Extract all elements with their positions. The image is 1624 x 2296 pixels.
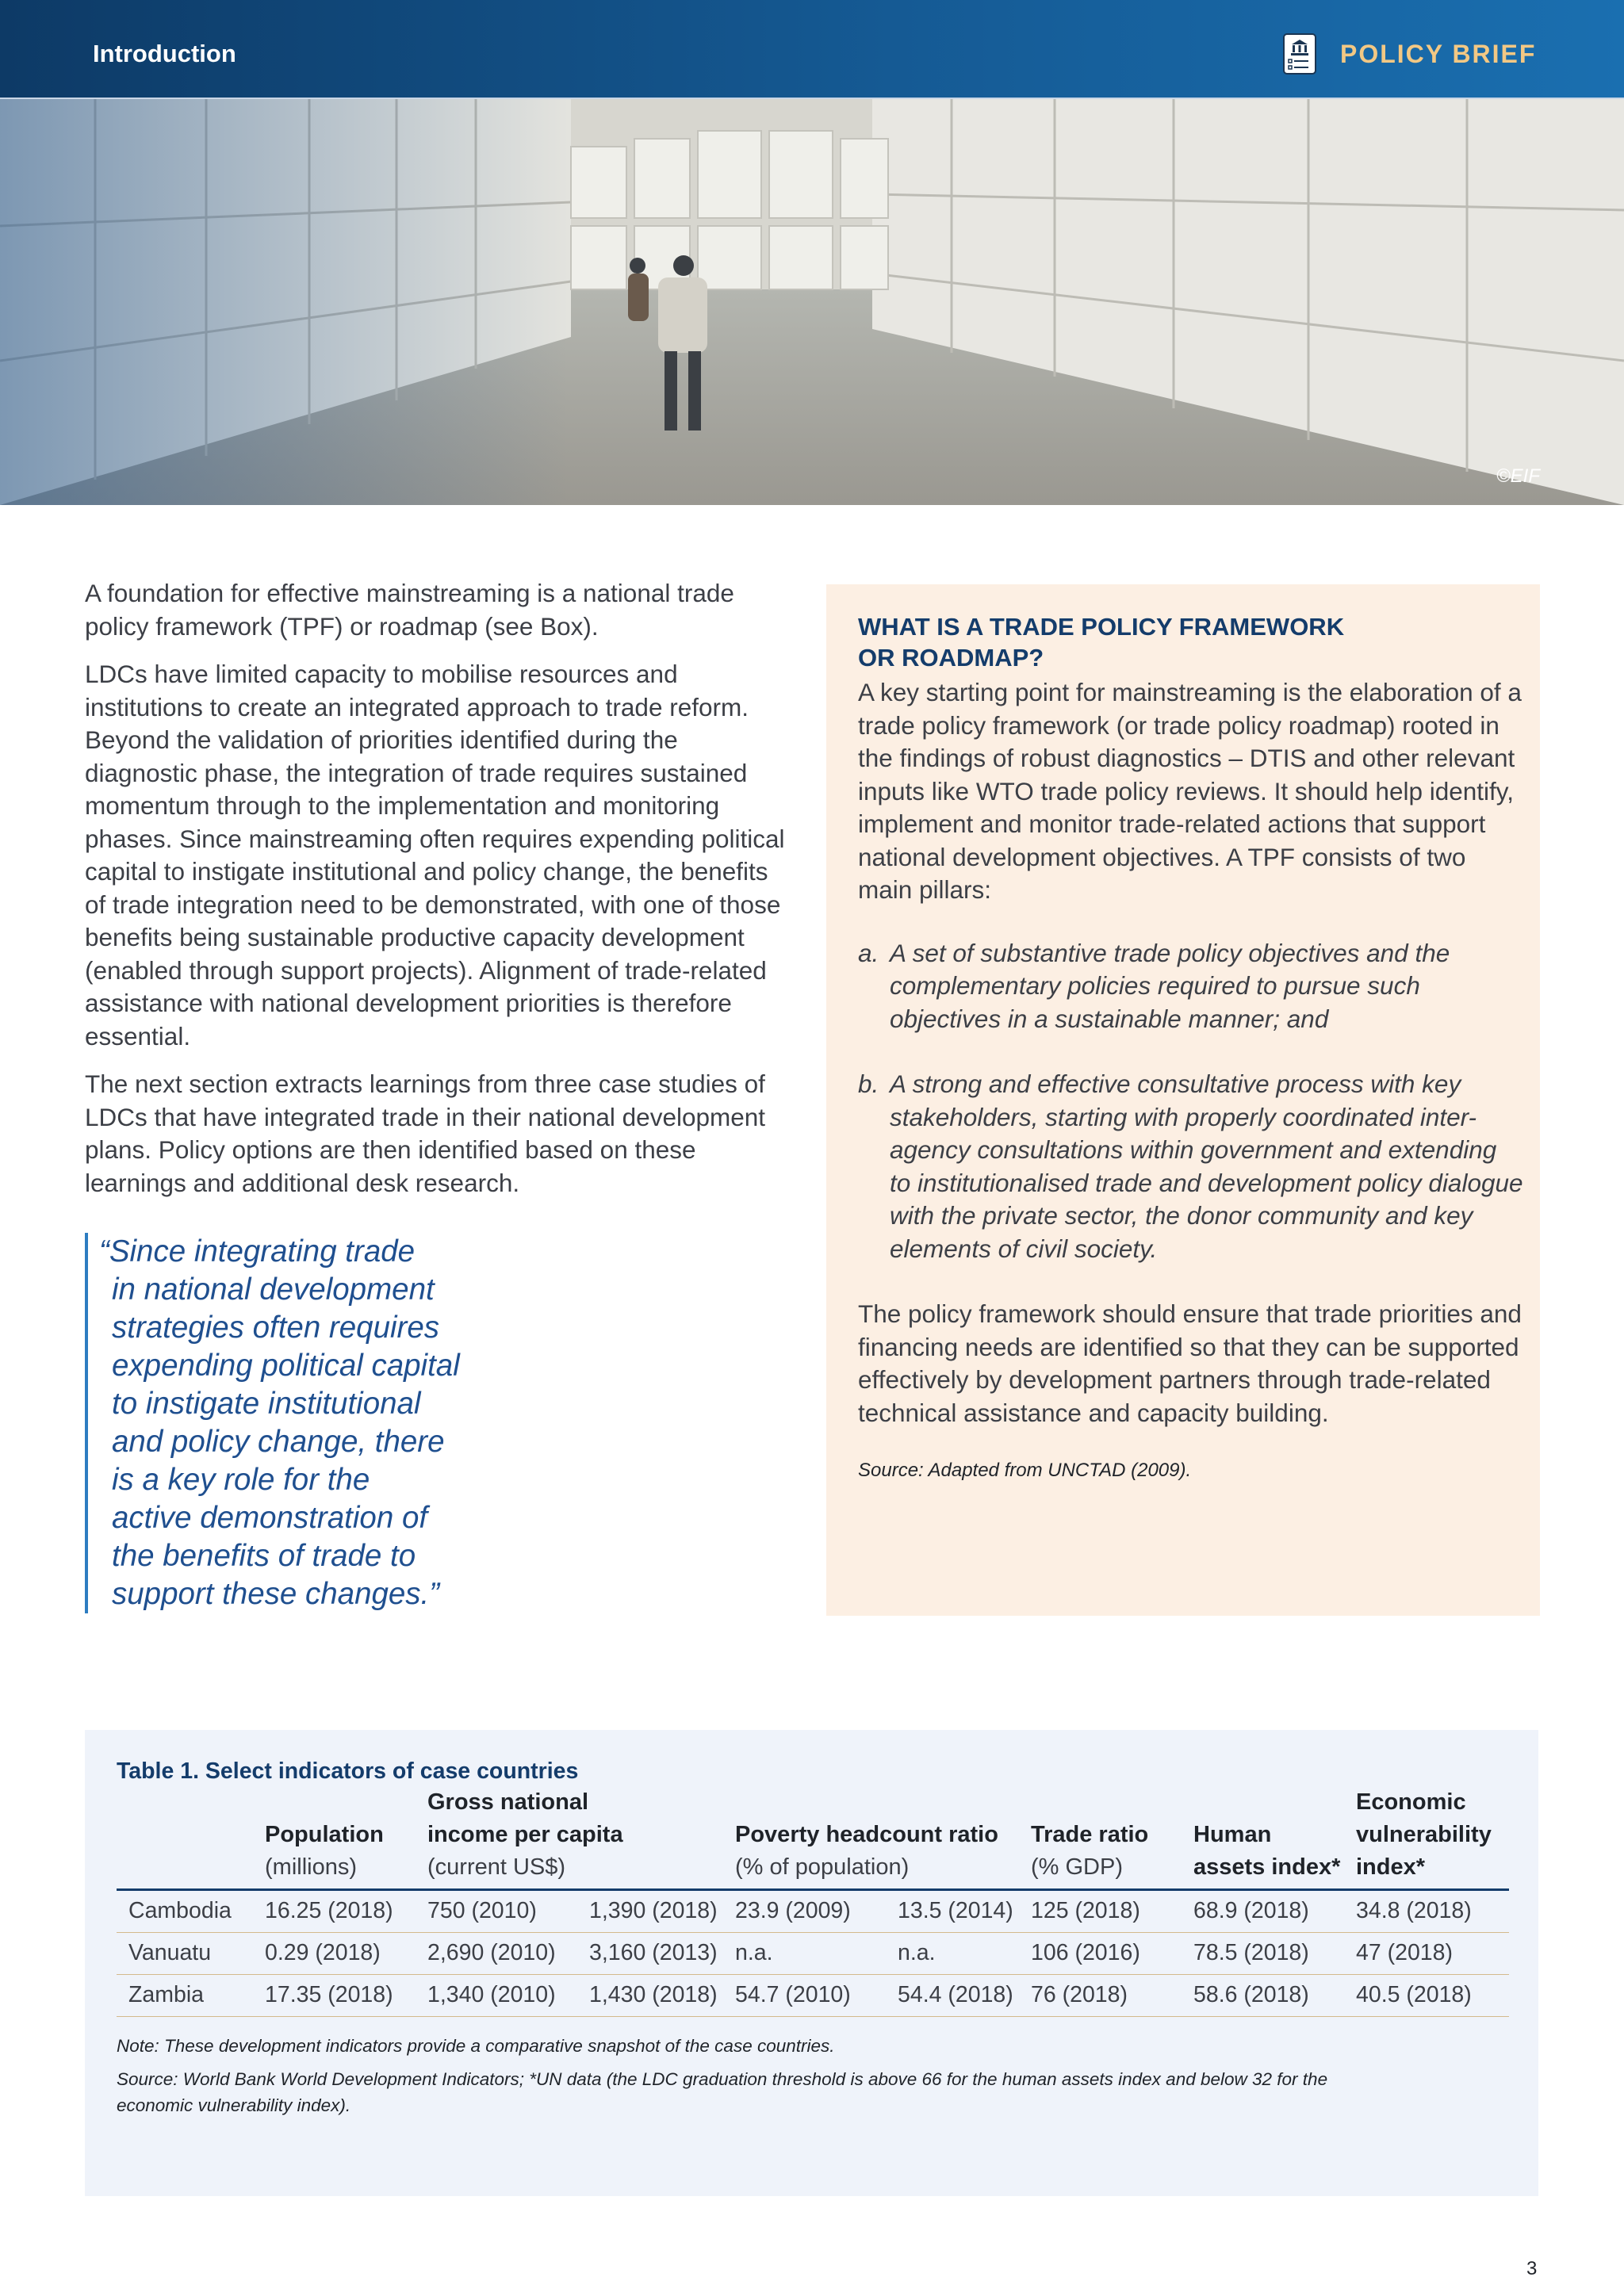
paragraph: LDCs have limited capacity to mobilise resources and institutions to create an integrated approach to trade reform. Beyond the validation of priorities identified during the diagnostic phase, the integration of trade requires sustained momentum through to the implementation and monitoring phases. Since mainstreaming often requires expending political capital to instigate institutional and policy change, the benefits of trade integration need to be demonstrated, with one of those benefits being sustainable productive capacity development (enabled through support projects). Alignment of trade-related assistance with national development priorities is therefore essential. [85, 660, 785, 1050]
table-cell: 47 (2018) [1356, 1940, 1454, 1965]
quote-line: is a key role for the [112, 1463, 370, 1497]
indicators-table [117, 1789, 1509, 2017]
table-row [117, 1891, 1509, 1933]
table-cell: 54.4 (2018) [898, 1982, 1013, 2007]
table-cell: 13.5 (2014) [898, 1898, 1013, 1923]
list-marker: a. [858, 938, 879, 967]
header-sub: (current US$) [427, 1854, 566, 1880]
table-title: Table 1. Select indicators of case countries [117, 1758, 579, 1784]
header-sub: (% of population) [735, 1854, 910, 1880]
page-header [0, 0, 1624, 98]
table-cell: 1,390 (2018) [589, 1898, 718, 1923]
document-bank-icon [1283, 32, 1316, 75]
box-title-line: WHAT IS A TRADE POLICY FRAMEWORK [858, 613, 1345, 641]
column-header [1031, 1819, 1148, 1884]
list-item [858, 1068, 1524, 1265]
quote-line: “Since integrating trade [99, 1234, 416, 1269]
header-line: Economic [1356, 1789, 1466, 1815]
column-header [427, 1786, 623, 1884]
info-box [826, 584, 1540, 1616]
table-cell: Cambodia [128, 1898, 232, 1923]
table-cell: n.a. [735, 1940, 773, 1965]
quote-line: and policy change, there [112, 1425, 445, 1459]
header-line: Poverty headcount ratio [735, 1822, 998, 1847]
header-line: Population [265, 1822, 384, 1847]
list-item-text: A set of substantive trade policy objectives and the complementary policies required to pursue such objectives in a sustainable manner; and [890, 938, 1450, 1033]
policy-brief-label: POLICY BRIEF [1340, 40, 1537, 68]
table-cell: 40.5 (2018) [1356, 1982, 1472, 2007]
column-header [1193, 1819, 1340, 1884]
table-cell: 106 (2016) [1031, 1940, 1140, 1965]
table-cell: 3,160 (2013) [589, 1940, 718, 1965]
intro-text-column [85, 577, 791, 1215]
box-closing: The policy framework should ensure that trade priorities and financing needs are identified so that they can be supported effectively by development partners through trade-related technical assistance and capacity building. [858, 1299, 1522, 1427]
header-line: assets index* [1193, 1854, 1341, 1880]
table-cell: 34.8 (2018) [1356, 1898, 1472, 1923]
table-cell: 16.25 (2018) [265, 1898, 393, 1923]
quote-line: expending political capital [112, 1349, 460, 1383]
warehouse-photo-illustration [0, 99, 1624, 505]
table-cell: n.a. [898, 1940, 936, 1965]
table-cell: 58.6 (2018) [1193, 1982, 1309, 2007]
table-cell: 125 (2018) [1031, 1898, 1140, 1923]
table-cell: 0.29 (2018) [265, 1940, 381, 1965]
paragraph: The next section extracts learnings from three case studies of LDCs that have integrated trade in their national development plans. Policy options are then identified based on these learnings and additional desk research. [85, 1070, 766, 1197]
box-title [858, 611, 1524, 673]
header-sub: (millions) [265, 1854, 357, 1880]
table-panel [85, 1730, 1538, 2196]
column-header [1356, 1786, 1492, 1884]
page-number: 3 [1526, 2258, 1538, 2279]
header-sub: (% GDP) [1031, 1854, 1123, 1880]
photo-credit: ©EIF [1496, 465, 1540, 487]
list-item [858, 937, 1524, 1036]
table-cell: 76 (2018) [1031, 1982, 1128, 2007]
header-line: income per capita [427, 1822, 623, 1847]
quote-line: in national development [112, 1272, 435, 1307]
table-cell: Vanuatu [128, 1940, 212, 1965]
table-note: Note: These development indicators provide a comparative snapshot of the case countries. [117, 2036, 835, 2056]
table-row [117, 1933, 1509, 1975]
quote-line: the benefits of trade to [112, 1539, 416, 1573]
column-header [265, 1819, 384, 1884]
table-cell: 68.9 (2018) [1193, 1898, 1309, 1923]
header-line: Trade ratio [1031, 1822, 1149, 1847]
table-cell: 17.35 (2018) [265, 1982, 393, 2007]
section-title: Introduction [93, 40, 236, 67]
table-cell: 1,430 (2018) [589, 1982, 718, 2007]
quote-line: to instigate institutional [112, 1387, 421, 1421]
table-cell: 23.9 (2009) [735, 1898, 851, 1923]
box-list [858, 937, 1524, 1266]
list-item-text: A strong and effective consultative process with key stakeholders, starting with properly coordinated inter-agency consultations within government and extending to institutionalised trade and development policy dialogue with the private sector, the donor community and key elements of civil society. [890, 1070, 1523, 1263]
box-source: Source: Adapted from UNCTAD (2009). [858, 1460, 1192, 1481]
table-cell: Zambia [128, 1982, 205, 2007]
paragraph: A foundation for effective mainstreaming is a national trade policy framework (TPF) or roadmap (see Box). [85, 579, 734, 641]
quote-line: support these changes.” [112, 1577, 440, 1611]
column-header [735, 1819, 998, 1884]
table-row [117, 1975, 1509, 2017]
header-line: Human [1193, 1822, 1272, 1847]
table-cell: 750 (2010) [427, 1898, 537, 1923]
table-cell: 54.7 (2010) [735, 1982, 851, 2007]
table-cell: 2,690 (2010) [427, 1940, 556, 1965]
box-title-line: OR ROADMAP? [858, 644, 1044, 672]
table-header [117, 1789, 1509, 1891]
table-cell: 1,340 (2010) [427, 1982, 556, 2007]
hero-photo [0, 99, 1624, 505]
box-intro: A key starting point for mainstreaming is the elaboration of a trade policy framework (or trade policy roadmap) rooted in the findings of robust diagnostics – DTIS and other relevant inputs like WTO trade policy reviews. It should help identify, implement and monitor trade-related actions that support national development objectives. A TPF consists of two main pillars: [858, 678, 1522, 904]
list-marker: b. [858, 1070, 879, 1098]
pull-quote [85, 1233, 543, 1613]
table-source: Source: World Bank World Development Indicators; *UN data (the LDC graduation threshold is above 66 for the human assets index and below 32 for the economic vulnerability index). [117, 2069, 1328, 2115]
quote-line: active demonstration of [112, 1501, 428, 1535]
quote-line: strategies often requires [112, 1311, 440, 1345]
header-line: index* [1356, 1854, 1426, 1880]
header-line: Gross national [427, 1789, 589, 1815]
header-line: vulnerability [1356, 1822, 1492, 1847]
table-cell: 78.5 (2018) [1193, 1940, 1309, 1965]
